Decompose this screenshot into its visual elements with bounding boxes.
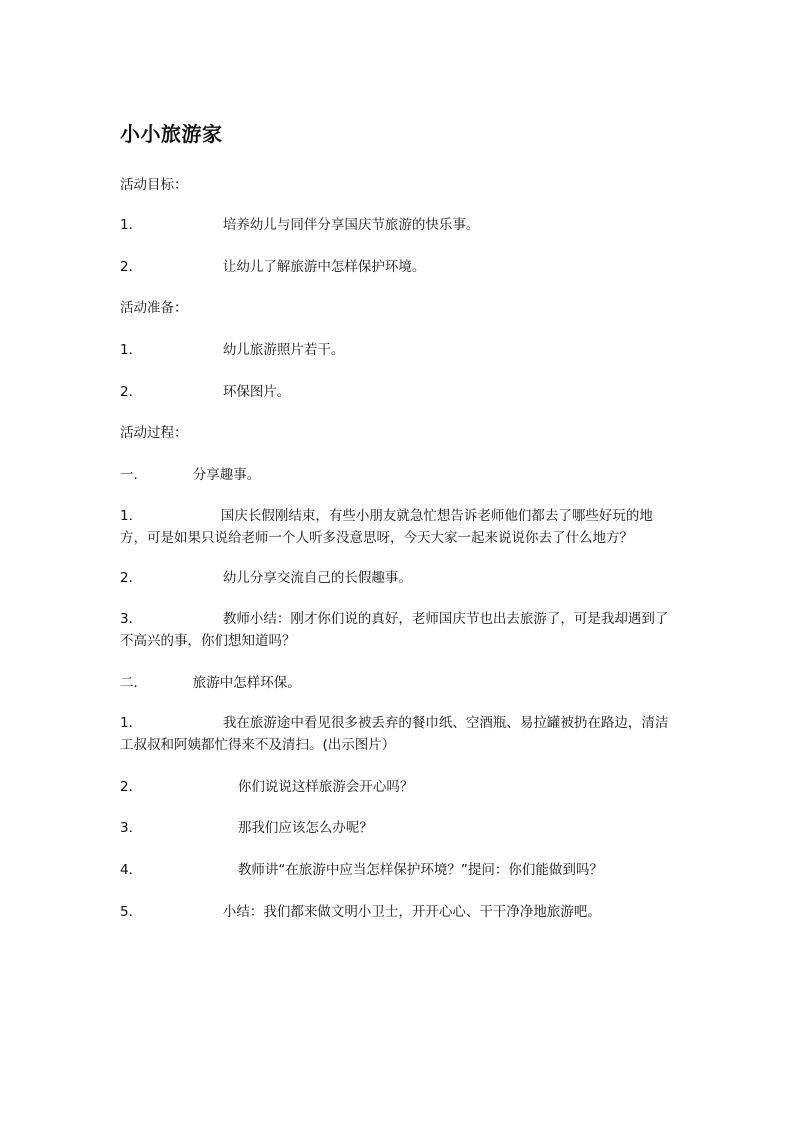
item-text: 幼儿分享交流自己的长假趣事。 [222, 570, 412, 586]
goals-heading: 活动目标： [120, 177, 188, 193]
item-text: 教师讲“在旅游中应当怎样保护环境？”提问：你们能做到吗？ [237, 862, 603, 878]
process-item [120, 777, 413, 797]
prep-text: 环保图片。 [222, 384, 291, 400]
prep-heading: 活动准备： [120, 300, 188, 316]
goal-item [120, 215, 479, 235]
goal-number: 1. [120, 217, 133, 233]
item-number: 2. [120, 570, 133, 586]
prep-text: 幼儿旅游照片若干。 [222, 342, 345, 358]
section-number: 二. [120, 675, 138, 691]
process-item [120, 902, 601, 922]
process-heading: 活动过程： [120, 425, 188, 441]
section-title: 分享趣事。 [192, 467, 261, 483]
item-number: 4. [120, 862, 133, 878]
item-text: 国庆长假刚结束，有些小朋友就急忙想告诉老师他们都去了哪些好玩的地方，可是如果只说给老师一个人听多没意思呀，今天大家一起来说说你去了什么地方？ [120, 508, 653, 546]
process-item [120, 568, 412, 588]
item-text: 小结：我们都来做文明小卫士，开开心心、干干净净地旅游吧。 [222, 904, 601, 920]
process-item [120, 860, 603, 880]
item-text: 教师小结：刚才你们说的真好，老师国庆节也出去旅游了，可是我却遇到了不高兴的事，你们想知道吗？ [120, 611, 669, 649]
goal-item [120, 257, 425, 277]
prep-item [120, 340, 344, 360]
item-number: 2. [120, 779, 133, 795]
goal-text: 培养幼儿与同伴分享国庆节旅游的快乐事。 [222, 217, 480, 233]
prep-item [120, 382, 290, 402]
process-item [120, 712, 678, 756]
item-text: 我在旅游途中看见很多被丢弃的餐巾纸、空酒瓶、易拉罐被扔在路边，清洁工叔叔和阿姨都忙得来不及清扫。(出示图片） [120, 715, 669, 753]
goal-number: 2. [120, 259, 133, 275]
process-item [120, 818, 373, 838]
section-number: 一. [120, 467, 138, 483]
section-heading [120, 673, 301, 693]
prep-number: 2. [120, 384, 133, 400]
process-item [120, 608, 678, 652]
section-heading [120, 465, 260, 485]
process-item [120, 505, 678, 549]
prep-number: 1. [120, 342, 133, 358]
item-number: 1. [120, 508, 133, 524]
item-text: 那我们应该怎么办呢？ [237, 820, 373, 836]
item-number: 5. [120, 904, 133, 920]
section-title: 旅游中怎样环保。 [192, 675, 301, 691]
item-number: 3. [120, 820, 133, 836]
document-title: 小小旅游家 [120, 122, 223, 146]
item-number: 3. [120, 611, 133, 627]
item-text: 你们说说这样旅游会开心吗？ [237, 779, 414, 795]
goal-text: 让幼儿了解旅游中怎样保护环境。 [222, 259, 426, 275]
item-number: 1. [120, 715, 133, 731]
